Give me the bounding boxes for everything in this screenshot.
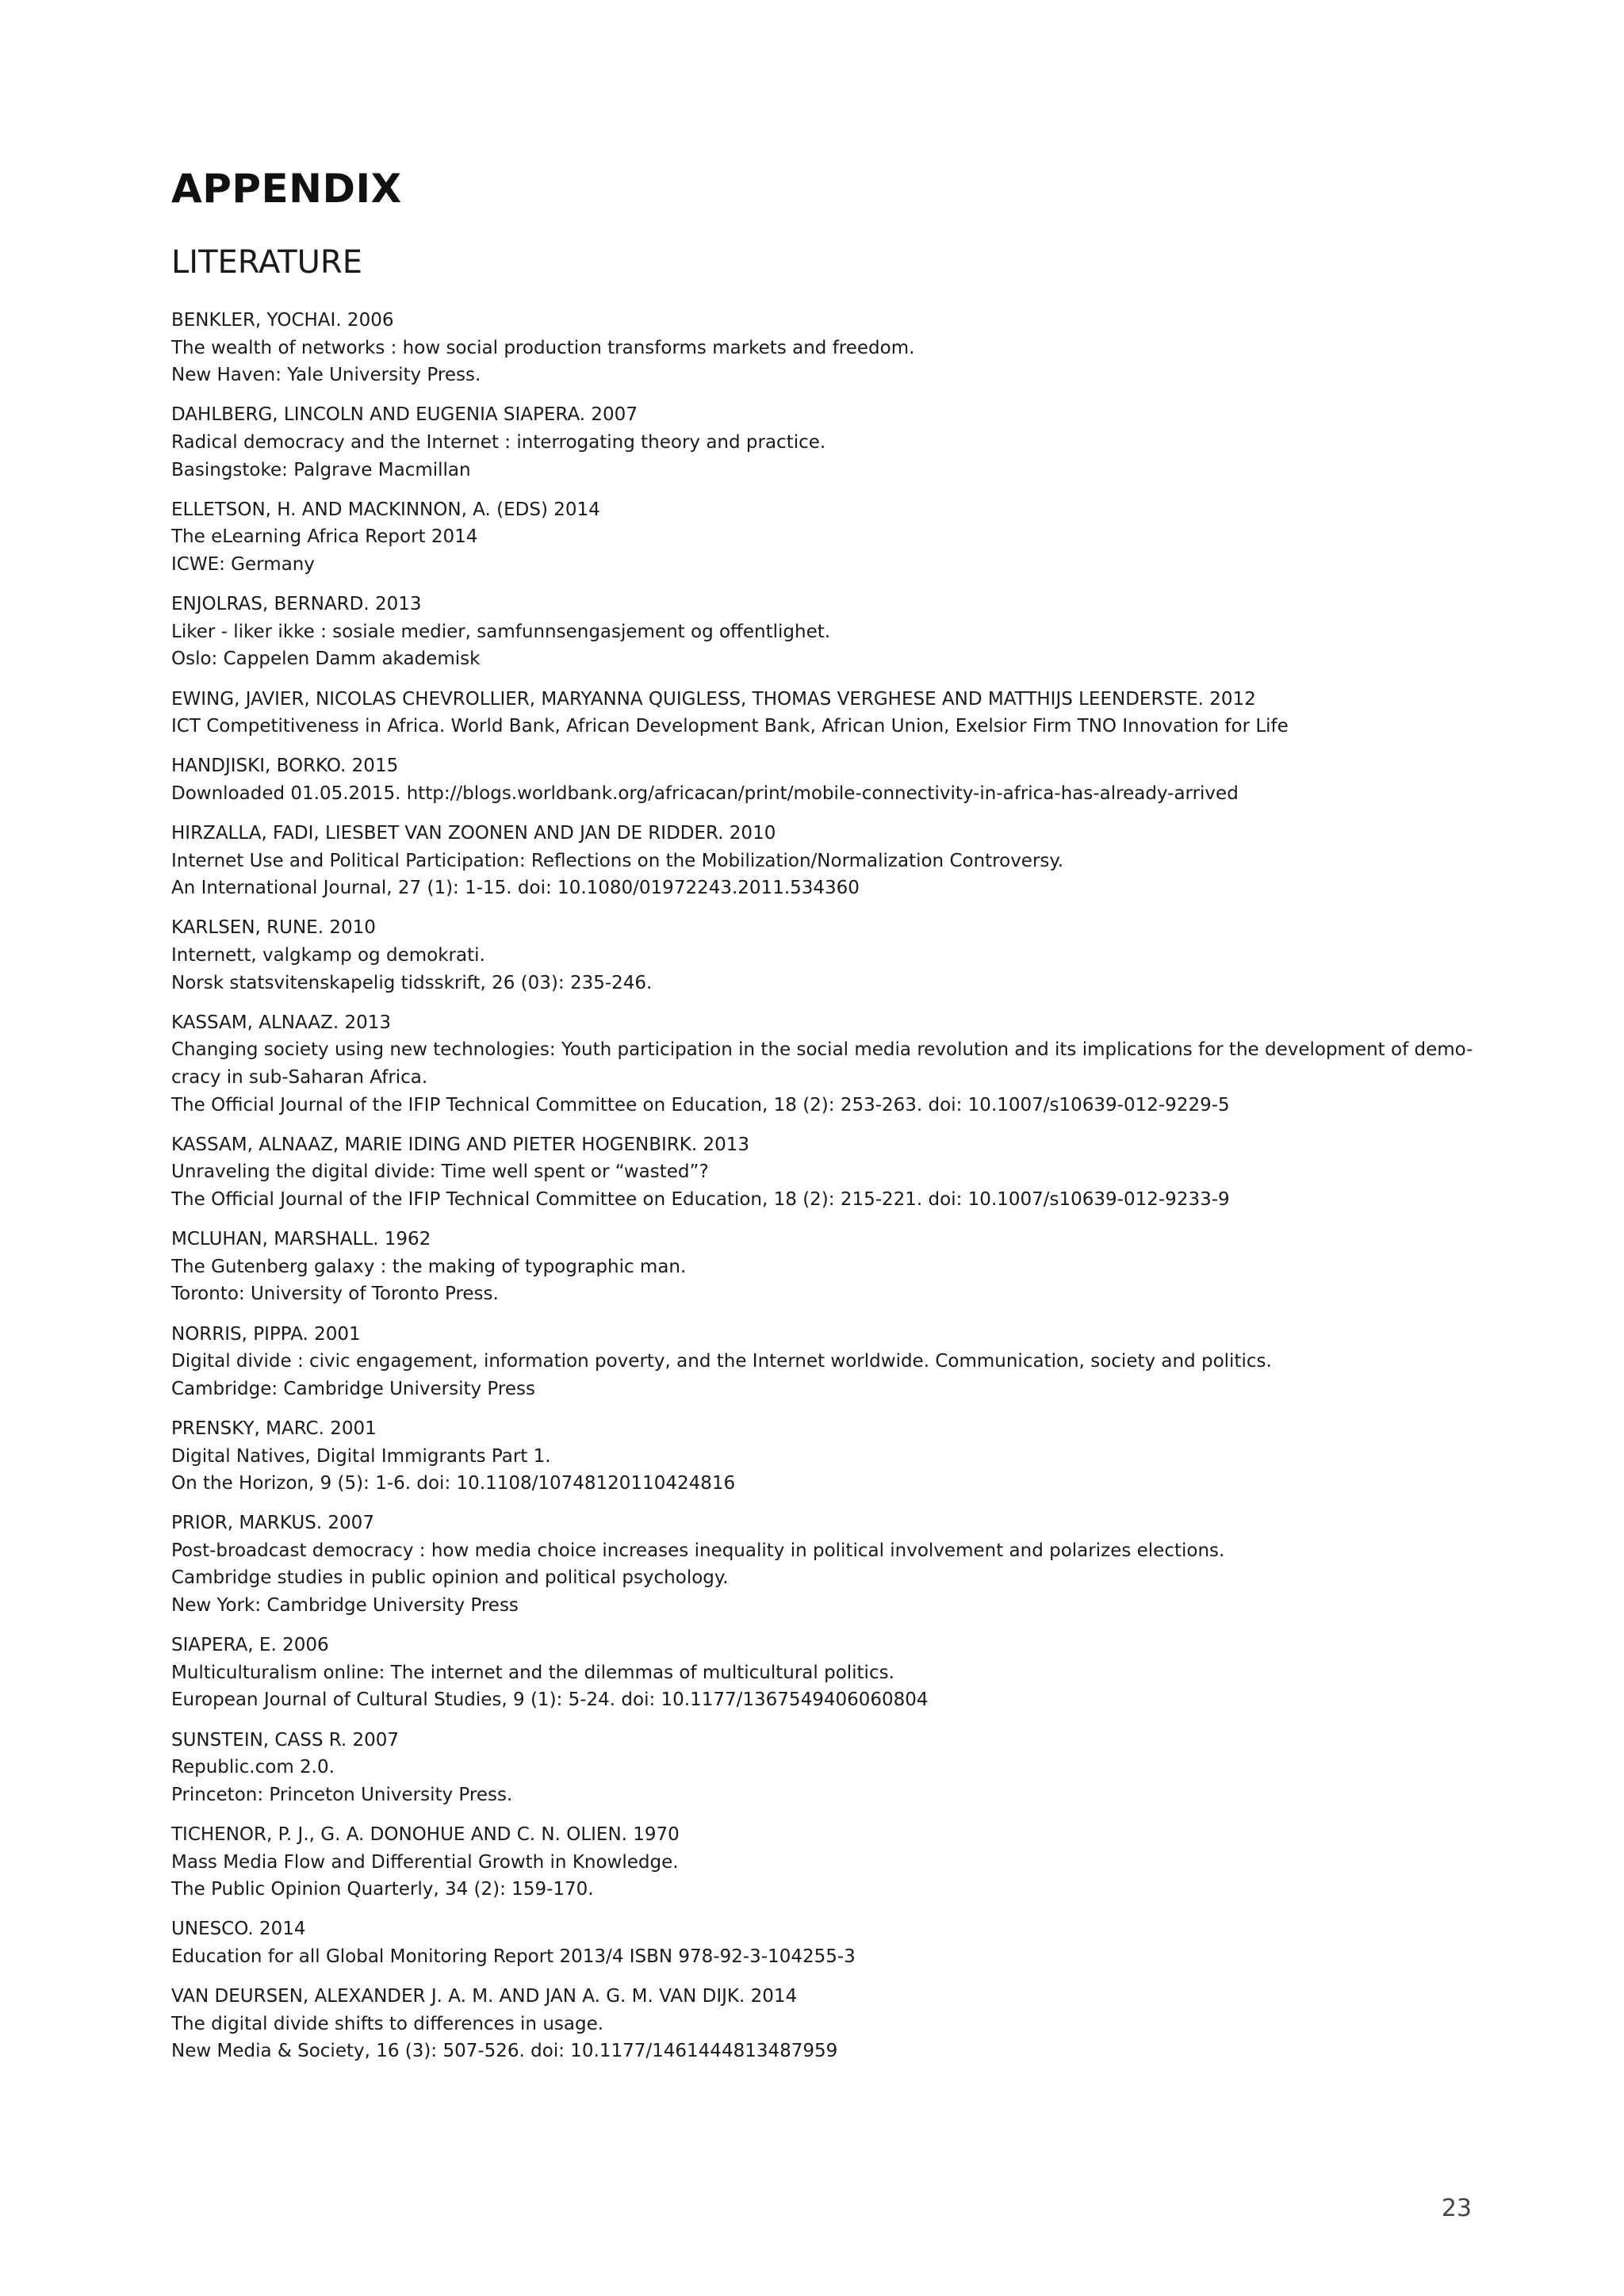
reference-author: TICHENOR, P. J., G. A. DONOHUE AND C. N. OLIEN. 1970 — [171, 1824, 680, 1845]
reference-author: PRENSKY, MARC. 2001 — [171, 1418, 377, 1439]
reference-detail-line: New Haven: Yale University Press. — [171, 365, 481, 386]
reference-entry — [171, 820, 1472, 902]
reference-entry — [171, 914, 1472, 997]
reference-entry — [171, 1632, 1472, 1714]
reference-detail-line: The digital divide shifts to differences in usage. — [171, 2013, 604, 2034]
reference-entry — [171, 686, 1472, 740]
reference-author: SIAPERA, E. 2006 — [171, 1635, 329, 1656]
reference-author: HANDJISKI, BORKO. 2015 — [171, 756, 399, 777]
reference-entry — [171, 401, 1472, 484]
reference-detail-line: On the Horizon, 9 (5): 1-6. doi: 10.1108/10748120110424816 — [171, 1473, 736, 1494]
reference-entry — [171, 591, 1472, 673]
reference-detail-line: Digital Natives, Digital Immigrants Part 1. — [171, 1445, 551, 1467]
reference-detail-line: Radical democracy and the Internet : interrogating theory and practice. — [171, 431, 826, 453]
reference-author: HIRZALLA, FADI, LIESBET VAN ZOONEN AND JAN DE RIDDER. 2010 — [171, 823, 776, 844]
reference-entry — [171, 752, 1472, 807]
reference-entry — [171, 1915, 1472, 1970]
reference-detail-line: Republic.com 2.0. — [171, 1757, 335, 1778]
reference-detail-line: Internet Use and Political Participation: Reflections on the Mobilization/Normalization Controversy. — [171, 850, 1064, 871]
page-number: 23 — [1441, 2195, 1472, 2222]
reference-detail-line: ICWE: Germany — [171, 553, 315, 575]
reference-entry — [171, 1821, 1472, 1904]
section-title: LITERATURE — [171, 244, 362, 281]
reference-author: KARLSEN, RUNE. 2010 — [171, 917, 376, 939]
reference-entry — [171, 1226, 1472, 1308]
reference-detail-line: Downloaded 01.05.2015. http://blogs.worldbank.org/africacan/print/mobile-connectivity-in-africa-has-already-arrived — [171, 783, 1239, 804]
reference-entry — [171, 1321, 1472, 1403]
reference-detail-line: Cambridge studies in public opinion and political psychology. — [171, 1567, 729, 1589]
reference-detail-line: Education for all Global Monitoring Report 2013/4 ISBN 978-92-3-104255-3 — [171, 1946, 856, 1967]
reference-detail-line: The Official Journal of the IFIP Technical Committee on Education, 18 (2): 253-263. doi: 10.1007/s10639-012-9229-5 — [171, 1094, 1230, 1115]
reference-detail-line: Cambridge: Cambridge University Press — [171, 1378, 535, 1399]
reference-detail-line: Unraveling the digital divide: Time well spent or “wasted”? — [171, 1161, 709, 1183]
reference-author: SUNSTEIN, CASS R. 2007 — [171, 1729, 400, 1751]
reference-detail-line: Basingstoke: Palgrave Macmillan — [171, 459, 471, 480]
reference-detail-line: The eLearning Africa Report 2014 — [171, 526, 478, 548]
reference-entry — [171, 1510, 1472, 1619]
reference-entry — [171, 1727, 1472, 1809]
reference-author: NORRIS, PIPPA. 2001 — [171, 1323, 361, 1345]
reference-detail-line: The wealth of networks : how social production transforms markets and freedom. — [171, 337, 915, 358]
reference-entry — [171, 1009, 1472, 1119]
reference-author: EWING, JAVIER, NICOLAS CHEVROLLIER, MARYANNA QUIGLESS, THOMAS VERGHESE AND MATTHIJS LEENDERSTE. 2012 — [171, 688, 1256, 710]
reference-author: KASSAM, ALNAAZ. 2013 — [171, 1012, 392, 1033]
reference-detail-line: cracy in sub-Saharan Africa. — [171, 1067, 428, 1088]
reference-author: UNESCO. 2014 — [171, 1919, 306, 1940]
reference-detail-line: Multiculturalism online: The internet and the dilemmas of multicultural politics. — [171, 1662, 894, 1683]
reference-detail-line: An International Journal, 27 (1): 1-15. doi: 10.1080/01972243.2011.534360 — [171, 878, 860, 899]
reference-author: DAHLBERG, LINCOLN AND EUGENIA SIAPERA. 2007 — [171, 404, 638, 426]
reference-detail-line: Internett, valgkamp og demokrati. — [171, 945, 485, 966]
reference-entry — [171, 1415, 1472, 1498]
reference-detail-line: ICT Competitiveness in Africa. World Bank, African Development Bank, African Union, Exelsior Firm TNO Innovation for Life — [171, 716, 1289, 737]
reference-detail-line: Princeton: Princeton University Press. — [171, 1784, 513, 1805]
reference-author: MCLUHAN, MARSHALL. 1962 — [171, 1229, 431, 1250]
reference-author: VAN DEURSEN, ALEXANDER J. A. M. AND JAN A. G. M. VAN DIJK. 2014 — [171, 1986, 798, 2007]
reference-entry — [171, 1983, 1472, 2065]
reference-detail-line: Mass Media Flow and Differential Growth in Knowledge. — [171, 1851, 679, 1873]
reference-detail-line: Liker - liker ikke : sosiale medier, samfunnsengasjement og offentlighet. — [171, 621, 831, 642]
reference-entry — [171, 1131, 1472, 1214]
reference-entry — [171, 307, 1472, 389]
reference-detail-line: The Official Journal of the IFIP Technical Committee on Education, 18 (2): 215-221. doi: 10.1007/s10639-012-9233-9 — [171, 1188, 1230, 1210]
reference-author: ENJOLRAS, BERNARD. 2013 — [171, 594, 422, 615]
reference-author: PRIOR, MARKUS. 2007 — [171, 1513, 374, 1534]
reference-author: BENKLER, YOCHAI. 2006 — [171, 310, 394, 331]
reference-detail-line: Digital divide : civic engagement, information poverty, and the Internet worldwide. Communication, society and politics. — [171, 1351, 1272, 1372]
page-title: APPENDIX — [171, 166, 402, 212]
reference-detail-line: Post-broadcast democracy : how media choice increases inequality in political involvement and polarizes elections. — [171, 1540, 1225, 1561]
reference-detail-line: European Journal of Cultural Studies, 9 (1): 5-24. doi: 10.1177/1367549406060804 — [171, 1689, 929, 1711]
reference-detail-line: The Public Opinion Quarterly, 34 (2): 159-170. — [171, 1879, 594, 1900]
reference-detail-line: Changing society using new technologies: Youth participation in the social media revolution and its implications for the development of demo- — [171, 1039, 1473, 1061]
reference-detail-line: Toronto: University of Toronto Press. — [171, 1284, 499, 1305]
reference-entry — [171, 496, 1472, 579]
reference-detail-line: Oslo: Cappelen Damm akademisk — [171, 649, 481, 670]
reference-author: ELLETSON, H. AND MACKINNON, A. (EDS) 2014 — [171, 499, 600, 520]
reference-detail-line: New Media & Society, 16 (3): 507-526. doi: 10.1177/1461444813487959 — [171, 2041, 838, 2062]
reference-detail-line: The Gutenberg galaxy : the making of typographic man. — [171, 1256, 687, 1277]
reference-detail-line: Norsk statsvitenskapelig tidsskrift, 26 (03): 235-246. — [171, 972, 653, 993]
reference-detail-line: New York: Cambridge University Press — [171, 1595, 519, 1617]
reference-author: KASSAM, ALNAAZ, MARIE IDING AND PIETER HOGENBIRK. 2013 — [171, 1134, 750, 1155]
reference-list — [171, 307, 1472, 2078]
